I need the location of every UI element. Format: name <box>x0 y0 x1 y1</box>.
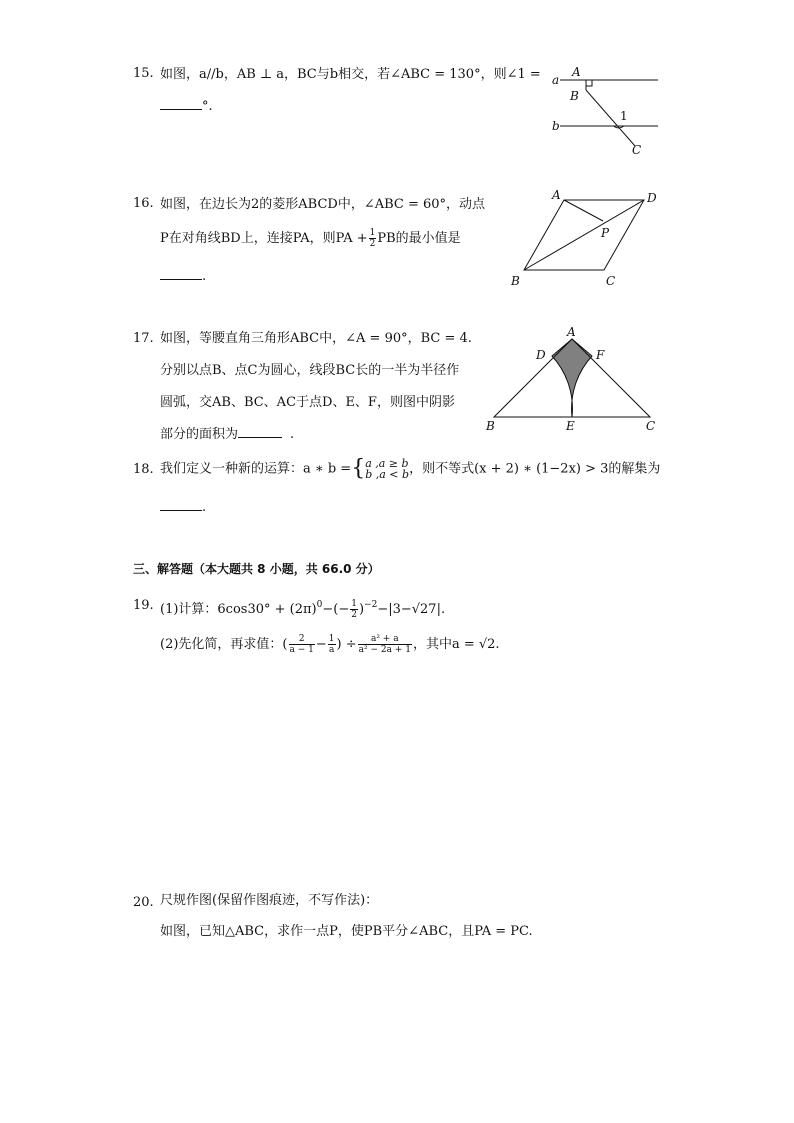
q15-tail: °. <box>202 99 213 114</box>
q16-text-line1: 如图，在边长为2的菱形ABCD中，∠ABC = 60°，动点 <box>160 197 486 212</box>
q16-fraction <box>369 228 377 249</box>
frac-numerator: 1 <box>351 599 357 609</box>
q17-text-line1: 如图，等腰直角三角形ABC中，∠A = 90°，BC = 4. <box>160 331 472 346</box>
q19-divide: ) ÷ <box>336 637 357 652</box>
label-a: a <box>552 73 560 87</box>
label-C: C <box>632 143 642 157</box>
q17-line4-a: 部分的面积为 <box>160 427 239 442</box>
q15-figure <box>540 60 665 160</box>
label-1: 1 <box>620 109 628 123</box>
brace-icon: { <box>351 456 366 481</box>
frac-denominator: a² − 2a + 1 <box>358 645 411 655</box>
q16-text-line2 <box>160 228 461 250</box>
q17-text-line4 <box>160 424 294 446</box>
q15-number: 15. <box>133 66 154 81</box>
q18-tail: ，则不等式(x + 2) ∗ (1−2x) > 3的解集为 <box>409 461 661 477</box>
q19-part1-a: (1)计算：6cos30° + (2π) <box>160 602 317 617</box>
label-A: A <box>552 188 561 202</box>
q18-case1: a ,a ≥ b <box>365 457 409 470</box>
q16-text-line3 <box>160 266 206 288</box>
label-A: A <box>567 325 576 339</box>
q19-frac2 <box>328 634 336 655</box>
q19-exp-0: 0 <box>316 600 323 610</box>
q15-text-line2 <box>160 96 213 118</box>
frac-denominator: a − 1 <box>289 645 314 655</box>
q19-frac3 <box>358 634 412 655</box>
label-B: B <box>511 274 520 288</box>
label-B: B <box>486 419 495 433</box>
label-E: E <box>566 419 575 433</box>
q16-tail: . <box>202 269 207 284</box>
q19-frac1 <box>289 634 315 655</box>
label-C: C <box>606 274 616 288</box>
q16-line2-b: PB的最小值是 <box>377 231 461 246</box>
q18-case2: b ,a < b <box>365 468 410 481</box>
segment-bc <box>586 90 635 146</box>
q19-number: 19. <box>133 598 154 613</box>
label-D: D <box>647 191 657 205</box>
q20-number: 20. <box>133 895 154 910</box>
frac-numerator: 1 <box>328 634 335 644</box>
q19-part1-c: ) <box>358 602 365 617</box>
frac-denominator: 2 <box>351 610 357 620</box>
q16-figure <box>500 185 670 295</box>
section-title: 三、解答题（本大题共 8 小题，共 66.0 分） <box>133 562 380 576</box>
q17-tail: . <box>290 427 295 442</box>
q18-text-line1 <box>160 457 660 481</box>
frac-numerator: 1 <box>369 228 376 238</box>
q17-figure <box>480 322 670 436</box>
q19-minus: − <box>315 637 327 652</box>
q18-cases <box>365 458 409 480</box>
q18-answer-blank <box>160 498 202 511</box>
q19-part1 <box>160 594 445 621</box>
right-angle-mark <box>586 80 592 86</box>
q19-part2-b: ，其中a = √2. <box>412 637 500 652</box>
label-C: C <box>646 419 656 433</box>
q16-answer-blank <box>160 267 202 280</box>
q19-part1-b: −(− <box>322 602 350 617</box>
frac-numerator: 2 <box>289 634 315 645</box>
q19-exp-neg2: −2 <box>364 600 378 610</box>
segment-pa <box>564 200 603 221</box>
label-D: D <box>536 348 546 362</box>
q19-part2-a: (2)先化简，再求值：( <box>160 637 288 652</box>
frac-denominator: a <box>328 645 335 655</box>
q16-line2-a: P在对角线BD上，连接PA，则PA + <box>160 231 368 246</box>
q19-part1-d: −|3−√27|. <box>377 602 446 617</box>
frac-numerator: a² + a <box>358 634 412 645</box>
q17-answer-blank <box>238 425 282 438</box>
label-F: F <box>596 348 605 362</box>
label-B: B <box>570 89 579 103</box>
frac-denominator: 2 <box>369 239 376 249</box>
q18-intro: 我们定义一种新的运算：a ∗ b = <box>160 461 352 477</box>
q16-number: 16. <box>133 196 154 211</box>
label-b: b <box>552 119 560 133</box>
q19-part2 <box>160 634 500 656</box>
q20-text-line1: 尺规作图(保留作图痕迹，不写作法)： <box>160 893 379 908</box>
q17-number: 17. <box>133 331 154 346</box>
q18-number: 18. <box>133 462 154 477</box>
q15-answer-blank <box>160 97 202 110</box>
q15-text-line1: 如图，a//b，AB ⊥ a，BC与b相交，若∠ABC = 130°，则∠1 = <box>160 67 541 82</box>
q18-line2-tail: . <box>202 500 207 515</box>
q19-half-fraction <box>350 599 358 620</box>
label-A: A <box>572 65 581 79</box>
q17-text-line3: 圆弧，交AB、BC、AC于点D、E、F，则图中阴影 <box>160 395 455 410</box>
label-P: P <box>601 226 610 240</box>
shaded-region <box>552 339 592 417</box>
q17-text-line2: 分别以点B、点C为圆心，线段BC长的一半为半径作 <box>160 363 460 378</box>
q18-text-line2 <box>160 497 206 519</box>
q20-text-line2: 如图，已知△ABC，求作一点P，使PB平分∠ABC，且PA = PC. <box>160 924 533 939</box>
